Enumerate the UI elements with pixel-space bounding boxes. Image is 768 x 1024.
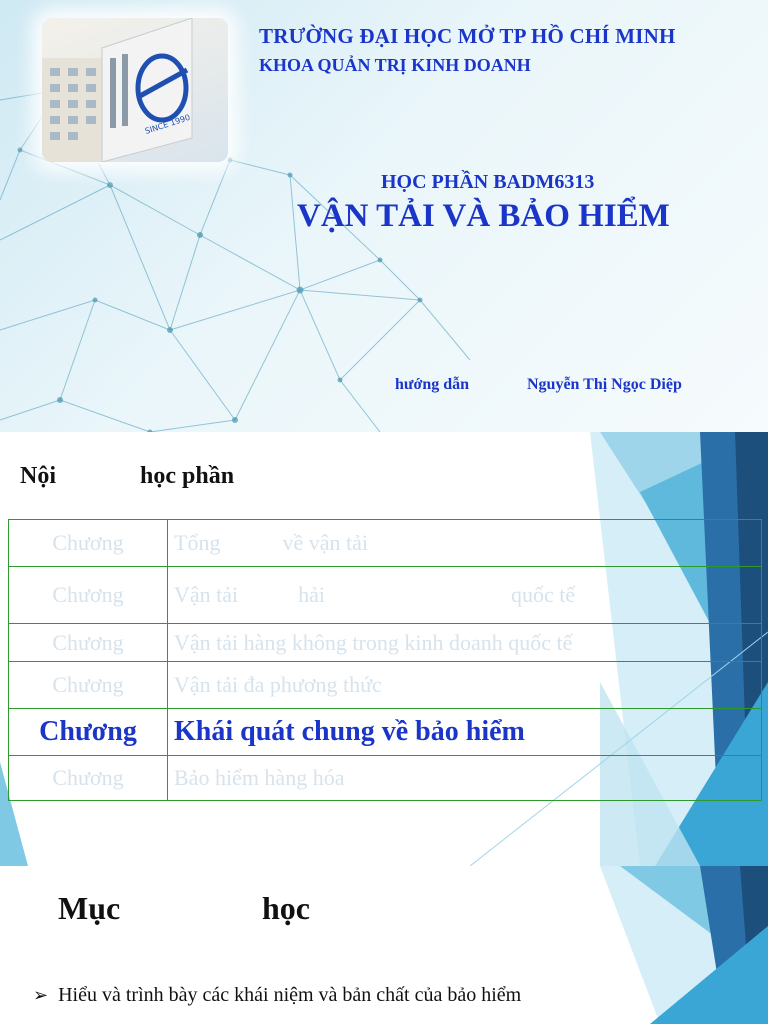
arrow-bullet-icon: ➢ [33,985,49,1006]
objectives-slide [0,866,768,1024]
chapter-label: Chương [9,520,168,567]
course-title: VẬN TẢI VÀ BẢO HIỂM [297,198,670,234]
chapter-label: Chương [9,662,168,709]
table-row [9,756,762,801]
building-image [42,18,228,162]
table-row [9,520,762,567]
chapter-label: Chương [9,709,168,756]
instructor-name: Nguyễn Thị Ngọc Diệp [527,376,682,393]
table-row [9,662,762,709]
objective-text: Hiểu và trình bày các khái niệm và bản chất của bảo hiểm [58,984,522,1006]
title-part: về vận tải [282,530,368,555]
table-row-highlighted [9,709,762,756]
chapter-title: Vận tải đa phương thức [168,662,762,709]
chapter-label: Chương [9,567,168,624]
faculty-name: KHOA QUẢN TRỊ KINH DOANH [259,55,531,75]
title-slide [0,0,768,432]
objectives-heading-left: Mục [58,890,121,926]
course-code: HỌC PHẦN BADM6313 [381,171,595,193]
title-part: hải [298,582,326,607]
course-content-slide [0,432,768,866]
objective-item [33,984,521,1007]
chapter-label: Chương [9,756,168,801]
chapter-title: Khái quát chung về bảo hiểm [168,709,762,756]
chapter-title [168,567,762,624]
university-name: TRƯỜNG ĐẠI HỌC MỞ TP HỒ CHÍ MINH [259,24,676,48]
university-building-logo [42,18,228,162]
chapter-title: Vận tải hàng không trong kinh doanh quốc tế [168,624,762,662]
chapter-label: Chương [9,624,168,662]
chapter-table [8,519,762,801]
chapter-title [168,520,762,567]
objectives-heading-right: học [262,890,310,926]
content-heading-right: học phần [140,463,235,489]
title-part: Vận tải [174,582,239,607]
table-row [9,567,762,624]
logo-text: SINCE 1990 [143,112,192,136]
chapter-title: Bảo hiểm hàng hóa [168,756,762,801]
content-heading-left: Nội [20,463,56,489]
title-part: Tổng [174,530,221,555]
instructor-label: hướng dẫn [395,376,470,393]
title-part: quốc tế [511,582,576,607]
table-row [9,624,762,662]
